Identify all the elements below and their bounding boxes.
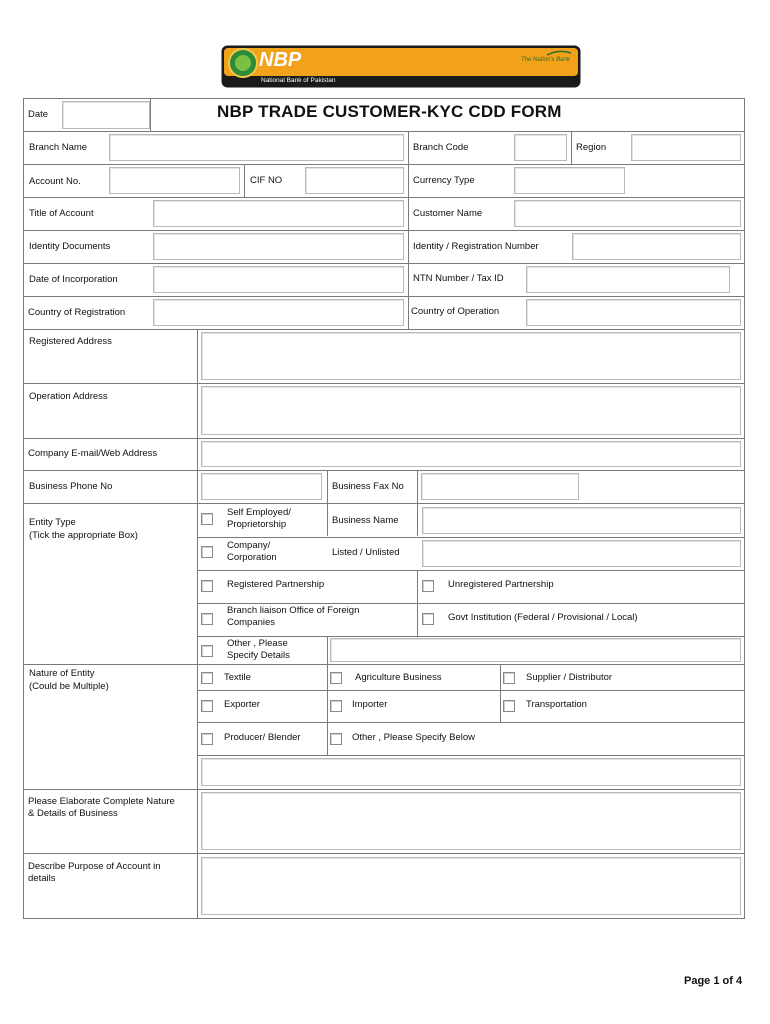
logo-subtitle: National Bank of Pakistan: [261, 77, 336, 84]
govt-institution-label: Govt Institution (Federal / Provisional / Local): [448, 612, 638, 623]
importer-checkbox[interactable]: [330, 700, 342, 712]
registered-address-label: Registered Address: [29, 336, 112, 347]
importer-label: Importer: [352, 699, 388, 710]
registered-partnership-label: Registered Partnership: [227, 579, 325, 590]
ntn-number-input[interactable]: [526, 266, 730, 293]
branch-code-label: Branch Code: [413, 142, 469, 153]
customer-name-input[interactable]: [514, 200, 741, 227]
govt-institution-checkbox[interactable]: [422, 613, 434, 625]
logo-tagline: The Nation's Bank: [521, 57, 570, 63]
form-title: NBP TRADE CUSTOMER-KYC CDD FORM: [217, 102, 562, 121]
transportation-label: Transportation: [526, 699, 587, 710]
supplier-checkbox[interactable]: [503, 672, 515, 684]
branch-liaison-label: Branch liaison Office of Foreign Companies: [227, 605, 360, 628]
exporter-checkbox[interactable]: [201, 700, 213, 712]
branch-name-label: Branch Name: [29, 142, 88, 153]
purpose-label: Describe Purpose of Account in details: [28, 861, 161, 884]
title-of-account-label: Title of Account: [29, 208, 94, 219]
branch-name-input[interactable]: [109, 134, 404, 161]
country-of-registration-label: Country of Registration: [28, 307, 126, 318]
cif-no-input[interactable]: [305, 167, 404, 194]
country-of-operation-input[interactable]: [526, 299, 741, 326]
other-entity-checkbox[interactable]: [201, 645, 213, 657]
agriculture-checkbox[interactable]: [330, 672, 342, 684]
ntn-number-label: NTN Number / Tax ID: [413, 273, 504, 284]
unregistered-partnership-checkbox[interactable]: [422, 580, 434, 592]
account-no-label: Account No.: [29, 176, 81, 187]
date-input[interactable]: [62, 101, 150, 129]
nbp-logo: [221, 45, 581, 88]
date-of-incorporation-label: Date of Incorporation: [29, 274, 118, 285]
transportation-checkbox[interactable]: [503, 700, 515, 712]
entity-type-hint: (Tick the appropriate Box): [29, 530, 138, 541]
title-of-account-input[interactable]: [153, 200, 404, 227]
elaborate-label: Please Elaborate Complete Nature & Details of Business: [28, 796, 175, 819]
self-employed-checkbox[interactable]: [201, 513, 213, 525]
business-name-label: Business Name: [332, 515, 399, 526]
business-fax-label: Business Fax No: [332, 481, 404, 492]
operation-address-input[interactable]: [201, 386, 741, 435]
company-email-input[interactable]: [201, 441, 741, 467]
identity-registration-input[interactable]: [572, 233, 741, 260]
branch-liaison-checkbox[interactable]: [201, 613, 213, 625]
identity-documents-input[interactable]: [153, 233, 404, 260]
operation-address-label: Operation Address: [29, 391, 108, 402]
entity-type-label: Entity Type: [29, 517, 76, 528]
page-number: Page 1 of 4: [684, 975, 743, 987]
currency-type-input[interactable]: [514, 167, 625, 194]
agriculture-label: Agriculture Business: [355, 672, 442, 683]
listed-unlisted-input[interactable]: [422, 540, 741, 567]
registered-address-input[interactable]: [201, 332, 741, 380]
business-fax-input[interactable]: [421, 473, 579, 500]
business-phone-input[interactable]: [201, 473, 322, 500]
region-input[interactable]: [631, 134, 741, 161]
logo-brand: NBP: [259, 49, 302, 71]
country-of-registration-input[interactable]: [153, 299, 404, 326]
account-no-input[interactable]: [109, 167, 240, 194]
nature-of-entity-hint: (Could be Multiple): [29, 681, 109, 692]
self-employed-label: Self Employed/ Proprietorship: [227, 507, 291, 530]
other-entity-input[interactable]: [330, 638, 741, 662]
registered-partnership-checkbox[interactable]: [201, 580, 213, 592]
elaborate-input[interactable]: [201, 792, 741, 850]
producer-label: Producer/ Blender: [224, 732, 301, 743]
exporter-label: Exporter: [224, 699, 260, 710]
other-nature-input[interactable]: [201, 758, 741, 786]
other-entity-label: Other , Please Specify Details: [227, 638, 290, 661]
country-of-operation-label: Country of Operation: [411, 306, 500, 317]
customer-name-label: Customer Name: [413, 208, 483, 219]
business-phone-label: Business Phone No: [29, 481, 113, 492]
nature-of-entity-label: Nature of Entity: [29, 668, 95, 679]
date-of-incorporation-input[interactable]: [153, 266, 404, 293]
identity-documents-label: Identity Documents: [29, 241, 111, 252]
identity-registration-label: Identity / Registration Number: [413, 241, 539, 252]
textile-checkbox[interactable]: [201, 672, 213, 684]
unregistered-partnership-label: Unregistered Partnership: [448, 579, 554, 590]
date-label: Date: [28, 109, 49, 120]
branch-code-input[interactable]: [514, 134, 567, 161]
purpose-input[interactable]: [201, 857, 741, 915]
producer-checkbox[interactable]: [201, 733, 213, 745]
supplier-label: Supplier / Distributor: [526, 672, 613, 683]
listed-unlisted-label: Listed / Unlisted: [332, 547, 400, 558]
currency-type-label: Currency Type: [413, 175, 475, 186]
region-label: Region: [576, 142, 607, 153]
business-name-input[interactable]: [422, 507, 741, 534]
other-nature-label: Other , Please Specify Below: [352, 732, 476, 743]
company-label: Company/ Corporation: [227, 540, 277, 563]
company-email-label: Company E-mail/Web Address: [28, 448, 158, 459]
other-nature-checkbox[interactable]: [330, 733, 342, 745]
company-checkbox[interactable]: [201, 546, 213, 558]
cif-no-label: CIF NO: [250, 175, 283, 186]
textile-label: Textile: [224, 672, 251, 683]
